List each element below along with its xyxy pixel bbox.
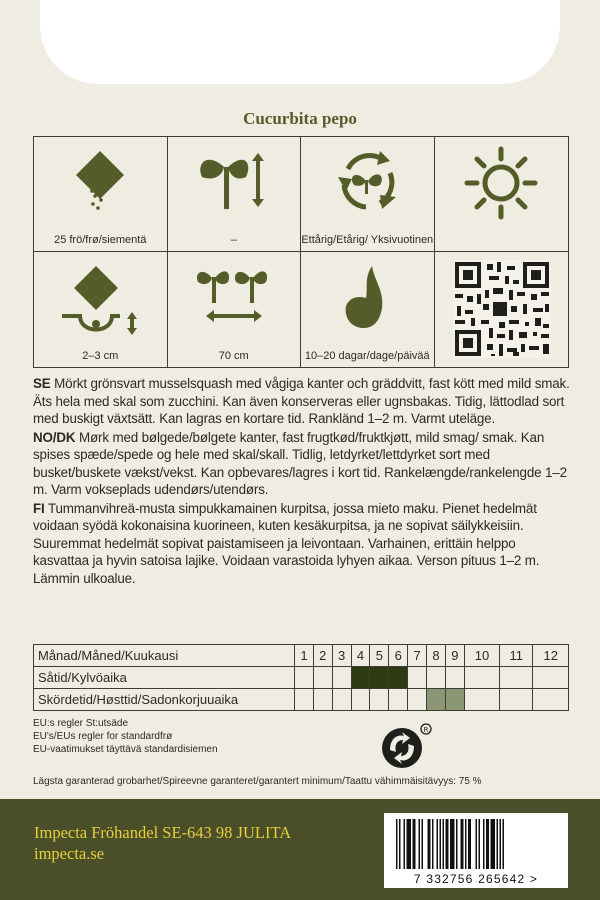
- barcode-bar: [503, 819, 505, 869]
- seedling-height-cell: [168, 137, 302, 252]
- species-name: Cucurbita pepo: [243, 109, 357, 128]
- sun-icon: [463, 145, 539, 221]
- barcode-bar: [497, 819, 499, 869]
- sowing-calendar: [33, 644, 569, 711]
- regulation-fi: EU-vaatimukset täyttävä standardisiemen: [33, 744, 218, 755]
- barcode-bar: [407, 819, 412, 869]
- plant-spacing-icon: [194, 262, 274, 332]
- harvest-month-cell: [313, 689, 332, 711]
- icon-grid: [33, 136, 569, 368]
- harvest-month-cell: [295, 689, 314, 711]
- barcode-bars: [396, 819, 556, 869]
- regulation-nodk: EU's/EUs regler for standardfrø: [33, 731, 173, 742]
- svg-text:R: R: [423, 726, 429, 734]
- month-5: 5: [370, 645, 389, 667]
- seeds-caption: 25 frö/frø/siementä: [54, 234, 147, 246]
- lang-code-nodk: NO/DK: [33, 429, 76, 445]
- sowing-month-cell: [427, 667, 446, 689]
- sowing-month-cell: [533, 667, 569, 689]
- sowing-row: [34, 667, 569, 689]
- sowing-month-cell: [464, 667, 499, 689]
- month-4: 4: [351, 645, 370, 667]
- month-11: 11: [500, 645, 533, 667]
- harvest-month-cell: [351, 689, 370, 711]
- barcode-bar: [413, 819, 416, 869]
- sowing-month-cell: [313, 667, 332, 689]
- barcode-bar: [500, 819, 502, 869]
- lang-code-fi: FI: [33, 500, 45, 516]
- harvest-month-cell: [427, 689, 446, 711]
- harvest-row: [34, 689, 569, 711]
- regulations: [33, 717, 218, 756]
- harvest-month-cell: [445, 689, 464, 711]
- seedling-height-icon: [194, 147, 274, 217]
- description-nodk: [33, 429, 573, 499]
- barcode-bar: [396, 819, 398, 869]
- sowing-month-cell: [351, 667, 370, 689]
- barcode-number: 7 332756 265642 >: [413, 872, 539, 886]
- lifecycle-cell: [301, 137, 435, 252]
- barcode-bar: [443, 819, 445, 869]
- plant-spacing-caption: 70 cm: [218, 350, 249, 362]
- germination-cell: [301, 252, 435, 367]
- harvest-month-cell: [389, 689, 408, 711]
- harvest-month-cell: [533, 689, 569, 711]
- lifecycle-caption: Ettårig/Etårig/ Yksivuotinen: [301, 234, 434, 246]
- month-7: 7: [408, 645, 427, 667]
- harvest-month-cell: [500, 689, 533, 711]
- barcode-bar: [404, 819, 406, 869]
- month-12: 12: [533, 645, 569, 667]
- sowing-depth-caption: 2–3 cm: [82, 350, 119, 362]
- harvest-month-cell: [370, 689, 389, 711]
- month-1: 1: [295, 645, 314, 667]
- month-6: 6: [389, 645, 408, 667]
- month-3: 3: [332, 645, 351, 667]
- company-website[interactable]: impecta.se: [34, 844, 105, 863]
- harvest-month-cell: [408, 689, 427, 711]
- plant-spacing-cell: [168, 252, 302, 367]
- harvest-label: Skördetid/Høsttid/Sadonkorjuuaika: [34, 689, 295, 711]
- barcode-bar: [486, 819, 489, 869]
- month-8: 8: [427, 645, 446, 667]
- barcode-bar: [465, 819, 467, 869]
- qr-cell: [435, 252, 569, 367]
- sowing-month-cell: [500, 667, 533, 689]
- barcode-bar: [437, 819, 439, 869]
- sowing-label: Såtid/Kylvöaika: [34, 667, 295, 689]
- seeds-cell: [34, 137, 168, 252]
- barcode-bar: [450, 819, 455, 869]
- barcode-bar: [491, 819, 496, 869]
- barcode: [384, 813, 568, 888]
- seeds-icon: [65, 147, 135, 217]
- barcode-bar: [419, 819, 421, 869]
- company-info: [34, 822, 291, 864]
- harvest-month-cell: [332, 689, 351, 711]
- description: [33, 375, 573, 588]
- text-se: Mörkt grönsvart musselsquash med vågiga kanter och gräddvitt, fast kött med mild smak. Äts hela med skal som zucchini. Kan även konserveras eller ugnsbakas. Tidig, lättodlad sort med buskigt växtsätt. Kan lagras en kortare tid. Rankländ 1–2 m. Varmt uteläge.: [33, 376, 570, 426]
- month-9: 9: [445, 645, 464, 667]
- barcode-bar: [432, 819, 434, 869]
- germination-icon: [332, 262, 402, 332]
- calendar-header-row: [34, 645, 569, 667]
- qr-caption: [435, 333, 569, 363]
- sowing-month-cell: [332, 667, 351, 689]
- seedling-height-caption: –: [230, 234, 237, 246]
- sowing-month-cell: [295, 667, 314, 689]
- sowing-depth-icon: [60, 262, 140, 338]
- cycle-icon: [332, 147, 402, 217]
- barcode-bar: [456, 819, 458, 869]
- barcode-bar: [428, 819, 431, 869]
- sowing-month-cell: [389, 667, 408, 689]
- regulation-se: EU:s regler St:utsäde: [33, 718, 129, 729]
- harvest-month-cell: [464, 689, 499, 711]
- barcode-bar: [446, 819, 449, 869]
- text-fi: Tummanvihreä-musta simpukkamainen kurpitsa, jossa mieto maku. Pienet hedelmät voidaan syödä kokonaisina kuorineen, kuten kesäkurpitsa, ja ne sopivat säilykkeisiin. Suuremmat hedelmät sopivat paistamiseen ja leivontaan. Varhainen, erittäin helppo kasvattaa ja hyvin satoisa lajike. Voidaan varastoida lyhyen aikaa. Verson pituus 1–2 m. Lämmin ulkoalue.: [33, 500, 540, 586]
- month-10: 10: [464, 645, 499, 667]
- sowing-month-cell: [445, 667, 464, 689]
- text-nodk: Mørk med bølgede/bølgete kanter, fast frugtkød/fruktkjøtt, mild smag/ smak. Kan spises spæde/spede og hele med skal/skall. Tidlig, letdyrket/lettdyrket sort med busket/buskete vækst/vekst. Kan opbevares/lagres i kort tid. Rankelængde/rankelengde 1–2 m. Varm vokseplads udendørs/utendørs.: [33, 429, 567, 497]
- sun-cell: [435, 137, 569, 252]
- barcode-bar: [399, 819, 401, 869]
- germination-caption: 10–20 dagar/dage/päivää: [304, 350, 430, 362]
- barcode-bar: [468, 819, 471, 869]
- sowing-month-cell: [408, 667, 427, 689]
- description-se: [33, 375, 573, 428]
- barcode-bar: [483, 819, 485, 869]
- sun-caption: [435, 217, 569, 247]
- hanger-cutout: [40, 0, 560, 84]
- barcode-bar: [422, 819, 424, 869]
- month-2: 2: [313, 645, 332, 667]
- company-address: Impecta Fröhandel SE-643 98 JULITA: [34, 823, 292, 842]
- description-fi: [33, 500, 573, 588]
- month-header-label: Månad/Måned/Kuukausi: [34, 645, 295, 667]
- green-dot-recycle-icon: [380, 722, 434, 772]
- sowing-month-cell: [370, 667, 389, 689]
- barcode-bar: [479, 819, 481, 869]
- barcode-bar: [440, 819, 442, 869]
- barcode-bar: [476, 819, 478, 869]
- lang-code-se: SE: [33, 376, 51, 391]
- barcode-bar: [461, 819, 464, 869]
- sowing-depth-cell: [34, 252, 168, 367]
- germination-guarantee: Lägsta garanterad grobarhet/Spireevne garanteret/garantert minimum/Taattu vähimmäisitävyys: 75 %: [33, 776, 482, 787]
